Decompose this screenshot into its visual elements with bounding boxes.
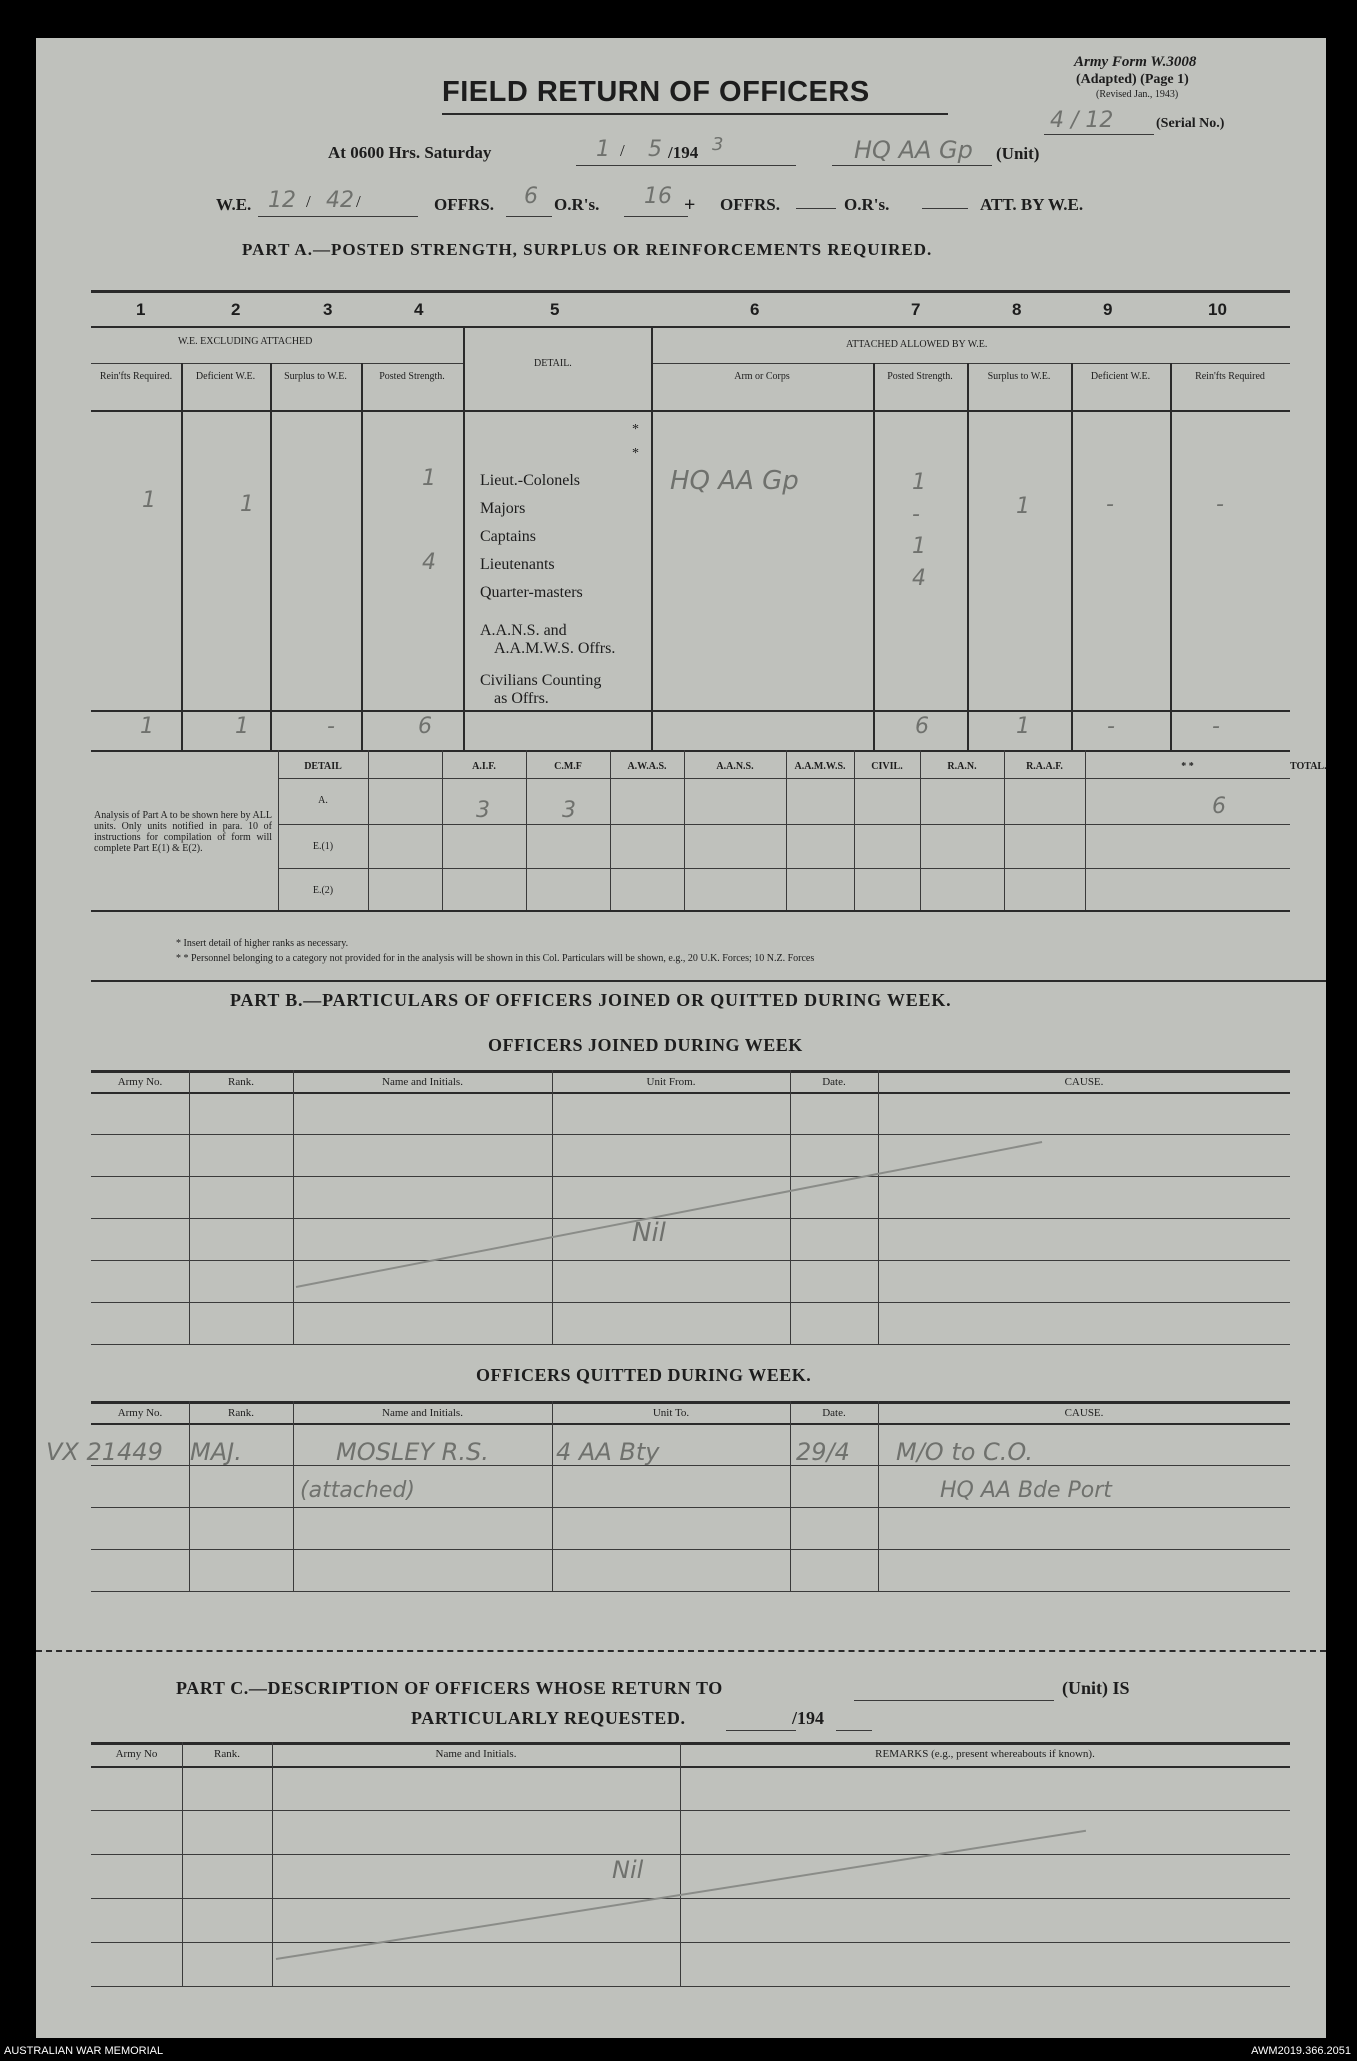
hw-col7: 4 <box>912 566 926 591</box>
joined-row-rule <box>91 1302 1290 1303</box>
we-value-1: 12 <box>268 188 296 213</box>
part-a-col-rule <box>1071 363 1073 750</box>
asterisk: * <box>632 446 639 461</box>
we-group-rule <box>91 363 463 364</box>
footer-left: AUSTRALIAN WAR MEMORIAL <box>4 2045 164 2057</box>
sub-header: Deficient W.E. <box>195 371 256 382</box>
part-c-row-rule <box>91 1854 1290 1855</box>
hw-col7: - <box>912 502 920 527</box>
analysis-header-rule <box>278 778 1290 779</box>
quitted-header: CAUSE. <box>1064 1407 1104 1419</box>
serial-underline <box>1044 134 1154 135</box>
joined-header: Date. <box>822 1076 846 1088</box>
part-a-col-rule <box>361 363 363 750</box>
rank-label: Majors <box>480 500 526 517</box>
asterisk: * <box>632 422 639 437</box>
joined-col-rule <box>552 1070 553 1344</box>
joined-row-rule <box>91 1260 1290 1261</box>
total-value: - <box>327 714 335 739</box>
analysis-header: CIVIL. <box>871 761 903 772</box>
quitted-col-rule <box>552 1401 553 1591</box>
quitted-top-rule <box>91 1401 1290 1404</box>
title-underline <box>442 113 948 115</box>
analysis-note: Analysis of Part A to be shown here by ALL units. Only units notified in para. 10 of instructions for compilation of form will complete Part E(1) & E(2). <box>94 810 272 854</box>
analysis-header: R.A.A.F. <box>1026 761 1063 772</box>
att-group-rule <box>651 363 1290 364</box>
year-digit: 3 <box>712 134 724 155</box>
analysis-header: C.M.F <box>554 761 582 772</box>
unit-underline <box>832 165 992 166</box>
offrs2-underline <box>796 208 836 209</box>
year-prefix: /194 <box>668 143 699 162</box>
we-underline <box>258 216 418 217</box>
quitted-header-rule <box>91 1423 1290 1425</box>
we-sep-1: / <box>306 192 311 211</box>
quitted-col-rule <box>878 1401 879 1591</box>
joined-header: Name and Initials. <box>382 1076 463 1088</box>
joined-col-rule <box>293 1070 294 1344</box>
hw-col10: - <box>1216 492 1224 517</box>
quitted-header: Name and Initials. <box>382 1407 463 1419</box>
part-c-col-rule <box>182 1742 183 1986</box>
hw-col1: 1 <box>142 488 156 513</box>
part-a-col-rule <box>967 363 969 750</box>
analysis-col-rule <box>526 750 527 910</box>
sub-header: Surplus to W.E. <box>987 371 1051 382</box>
serial-label: (Serial No.) <box>1156 116 1225 131</box>
quitted-header: Unit To. <box>652 1407 690 1419</box>
quitted-row-rule <box>91 1465 1290 1466</box>
part-c-header: Rank. <box>214 1748 240 1760</box>
hw-col7: 1 <box>912 534 926 559</box>
part-c-date-tail: /194 <box>792 1708 825 1728</box>
analysis-header: A.I.F. <box>472 761 496 772</box>
total-value: 1 <box>140 714 154 739</box>
offrs-value: 6 <box>524 184 538 209</box>
col-number: 10 <box>1208 300 1227 319</box>
analysis-header: A.A.N.S. <box>716 761 754 772</box>
col-number: 6 <box>750 300 760 319</box>
hw-col4-ltcol: 1 <box>422 466 436 491</box>
analysis-header: TOTAL. <box>1290 761 1327 772</box>
quitted-value: 29/4 <box>796 1438 850 1466</box>
part-c-nil: Nil <box>612 1856 644 1884</box>
sub-header: Deficient W.E. <box>1090 371 1151 382</box>
analysis-header: A.A.M.W.S. <box>794 761 846 772</box>
col-number: 1 <box>136 300 146 319</box>
quitted-value: MOSLEY R.S. <box>336 1438 489 1466</box>
total-value: - <box>1107 714 1115 739</box>
joined-title: OFFICERS JOINED DURING WEEK <box>488 1035 803 1055</box>
adapted-label: (Adapted) (Page 1) <box>1076 72 1189 87</box>
col-number: 9 <box>1103 300 1113 319</box>
att-label: ATT. BY W.E. <box>980 195 1084 214</box>
analysis-row-rule <box>278 824 1290 825</box>
footnote-1: * Insert detail of higher ranks as necessary. <box>176 938 349 949</box>
hw-col2: 1 <box>240 492 254 517</box>
we-value-2: 42 <box>326 188 354 213</box>
footnote-rule <box>91 980 1326 982</box>
rank-label: Captains <box>480 528 536 545</box>
ors-label: O.R's. <box>554 195 600 214</box>
rank-label: A.A.M.W.S. Offrs. <box>494 640 616 657</box>
joined-header: Unit From. <box>646 1076 696 1088</box>
col-number: 3 <box>323 300 333 319</box>
perforation-line <box>36 1650 1326 1652</box>
analysis-col-rule <box>1004 750 1005 910</box>
joined-col-rule <box>878 1070 879 1344</box>
quitted-header: Army No. <box>117 1407 163 1419</box>
part-c-line2: PARTICULARLY REQUESTED. <box>411 1708 686 1728</box>
joined-col-rule <box>189 1070 190 1344</box>
analysis-col-rule <box>1085 750 1086 910</box>
joined-row-rule <box>91 1344 1290 1345</box>
col-number: 5 <box>550 300 560 319</box>
joined-row-rule <box>91 1176 1290 1177</box>
total-value: 6 <box>915 714 929 739</box>
rank-label: Lieut.-Colonels <box>480 472 580 489</box>
part-c-header: REMARKS (e.g., present whereabouts if known). <box>875 1748 1095 1760</box>
part-c-header: Name and Initials. <box>435 1748 517 1760</box>
time-day-label: At 0600 Hrs. Saturday <box>328 143 492 162</box>
part-c-row-rule <box>91 1898 1290 1899</box>
col-number: 8 <box>1012 300 1022 319</box>
analysis-col-rule <box>854 750 855 910</box>
part-a-num-rule <box>91 326 1290 328</box>
analysis-row-label: E.(2) <box>312 885 334 896</box>
army-form-label: Army Form W.3008 <box>1074 54 1197 70</box>
analysis-col-rule <box>610 750 611 910</box>
revised-label: (Revised Jan., 1943) <box>1096 89 1179 100</box>
unit-label: (Unit) <box>996 144 1040 163</box>
analysis-col-rule <box>920 750 921 910</box>
rank-label: Civilians Counting <box>480 672 602 689</box>
analysis-col-rule <box>786 750 787 910</box>
sub-header: Surplus to W.E. <box>284 371 347 382</box>
analysis-header: * * <box>1181 761 1194 772</box>
part-a-col-rule <box>181 363 183 750</box>
part-c-year-line <box>836 1730 872 1731</box>
quitted-attached: (attached) <box>300 1478 415 1503</box>
part-c-unit-line <box>854 1700 1054 1701</box>
analysis-header: DETAIL <box>304 761 342 772</box>
joined-nil-stroke <box>296 1141 1042 1288</box>
total-value: 1 <box>1016 714 1030 739</box>
joined-row-rule <box>91 1218 1290 1219</box>
unit-value: HQ AA Gp <box>854 136 973 164</box>
part-c-col-rule <box>680 1742 681 1986</box>
date-underline <box>576 165 796 166</box>
part-a-col-rule <box>270 363 272 750</box>
analysis-cmf-value: 3 <box>562 798 576 823</box>
date-month-value: 5 <box>648 137 662 162</box>
analysis-col-rule <box>684 750 685 910</box>
part-c-header: Army No <box>115 1748 158 1760</box>
serial-number-value: 4 / 12 <box>1050 108 1114 133</box>
quitted-col-rule <box>189 1401 190 1591</box>
joined-col-rule <box>790 1070 791 1344</box>
ors-underline <box>624 216 688 217</box>
quitted-header: Rank. <box>228 1407 254 1419</box>
analysis-total-value: 6 <box>1212 794 1226 819</box>
analysis-row-rule <box>278 868 1290 869</box>
part-c-col-rule <box>272 1742 273 1986</box>
total-value: - <box>1212 714 1220 739</box>
hw-col9: - <box>1106 492 1114 517</box>
part-c-row-rule <box>91 1986 1290 1987</box>
part-a-col-rule <box>463 326 465 750</box>
analysis-col-rule <box>368 750 369 910</box>
joined-nil: Nil <box>632 1218 666 1248</box>
ors-value: 16 <box>644 184 672 209</box>
offrs2-label: OFFRS. <box>720 195 780 214</box>
hw-col4-lt: 4 <box>422 550 436 575</box>
col-number: 4 <box>414 300 424 319</box>
date-day-value: 1 <box>596 137 610 162</box>
analysis-row-label: A. <box>318 795 328 806</box>
joined-row-rule <box>91 1134 1290 1135</box>
sub-header: Posted Strength. <box>379 371 445 382</box>
sub-header: Rein'fts Required. <box>99 371 173 382</box>
part-c-row-rule <box>91 1942 1290 1943</box>
quitted-value: M/O to C.O. <box>896 1438 1033 1466</box>
analysis-header: A.W.A.S. <box>627 761 667 772</box>
quitted-header: Date. <box>822 1407 846 1419</box>
quitted-cause-2: HQ AA Bde Port <box>940 1478 1112 1503</box>
quitted-col-rule <box>790 1401 791 1591</box>
total-value: 6 <box>418 714 432 739</box>
analysis-col-rule <box>442 750 443 910</box>
quitted-row-rule <box>91 1591 1290 1592</box>
attached-group-label: ATTACHED ALLOWED BY W.E. <box>846 339 988 350</box>
joined-header: CAUSE. <box>1064 1076 1104 1088</box>
hw-col7: 1 <box>912 470 926 495</box>
quitted-row-rule <box>91 1549 1290 1550</box>
part-c-unit-label: (Unit) IS <box>1062 1678 1130 1698</box>
offrs-underline <box>506 216 552 217</box>
col-number: 2 <box>231 300 241 319</box>
quitted-value: MAJ. <box>190 1438 242 1466</box>
analysis-bottom-rule <box>91 910 1290 912</box>
part-c-row-rule <box>91 1810 1290 1811</box>
plus-sign: + <box>684 194 696 216</box>
part-a-bottom-rule <box>91 750 1290 752</box>
we-sep-2: / <box>356 192 361 211</box>
quitted-row-rule <box>91 1507 1290 1508</box>
part-c-top-rule <box>91 1742 1290 1745</box>
we-label: W.E. <box>216 195 252 214</box>
total-value: 1 <box>235 714 249 739</box>
sub-header: Arm or Corps <box>734 371 790 382</box>
rank-label: Lieutenants <box>480 556 555 573</box>
analysis-aif-value: 3 <box>476 798 490 823</box>
quitted-value: 4 AA Bty <box>556 1438 660 1466</box>
archive-footer <box>0 2041 1357 2061</box>
offrs-label: OFFRS. <box>434 195 494 214</box>
sub-header: Rein'fts Required <box>1195 371 1265 382</box>
part-c-title: PART C.—DESCRIPTION OF OFFICERS WHOSE RETURN TO <box>176 1678 723 1698</box>
part-c-date-line <box>726 1730 796 1731</box>
joined-header: Rank. <box>228 1076 254 1088</box>
part-c-header-rule <box>91 1766 1290 1768</box>
joined-header-rule <box>91 1092 1290 1094</box>
we-group-label: W.E. EXCLUDING ATTACHED <box>178 336 313 347</box>
rank-label: as Offrs. <box>494 690 549 707</box>
detail-header: DETAIL. <box>534 358 572 369</box>
form-paper <box>36 38 1326 2038</box>
part-a-title: PART A.—POSTED STRENGTH, SURPLUS OR REINFORCEMENTS REQUIRED. <box>242 240 933 259</box>
joined-header: Army No. <box>117 1076 163 1088</box>
col-number: 7 <box>911 300 921 319</box>
analysis-row-label: E.(1) <box>312 841 334 852</box>
quitted-value: VX 21449 <box>46 1438 163 1466</box>
sub-header: Posted Strength. <box>887 371 953 382</box>
joined-top-rule <box>91 1070 1290 1073</box>
part-b-title: PART B.—PARTICULARS OF OFFICERS JOINED OR QUITTED DURING WEEK. <box>230 990 952 1010</box>
footer-right: AWM2019.366.2051 <box>1251 2045 1351 2057</box>
analysis-header: R.A.N. <box>947 761 977 772</box>
quitted-title: OFFICERS QUITTED DURING WEEK. <box>476 1365 812 1385</box>
hw-arm: HQ AA Gp <box>670 466 799 496</box>
form-title: FIELD RETURN OF OFFICERS <box>442 76 870 108</box>
ors2-label: O.R's. <box>844 195 890 214</box>
part-a-total-rule <box>91 710 1290 712</box>
rank-label: Quarter-masters <box>480 584 583 601</box>
rank-label: A.A.N.S. and <box>480 622 567 639</box>
part-a-col-rule <box>873 363 875 750</box>
part-a-top-rule <box>91 290 1290 293</box>
part-a-col-rule <box>1170 363 1172 750</box>
ors2-underline <box>922 208 968 209</box>
part-a-col-rule <box>651 326 653 750</box>
date-sep: / <box>620 141 625 160</box>
quitted-col-rule <box>293 1401 294 1591</box>
footnote-2: * * Personnel belonging to a category not provided for in the analysis will be shown in this Col. Particulars will be shown, e.g., 20 U.K. Forces; 10 N.Z. Forces <box>176 953 815 964</box>
hw-col8: 1 <box>1016 494 1030 519</box>
